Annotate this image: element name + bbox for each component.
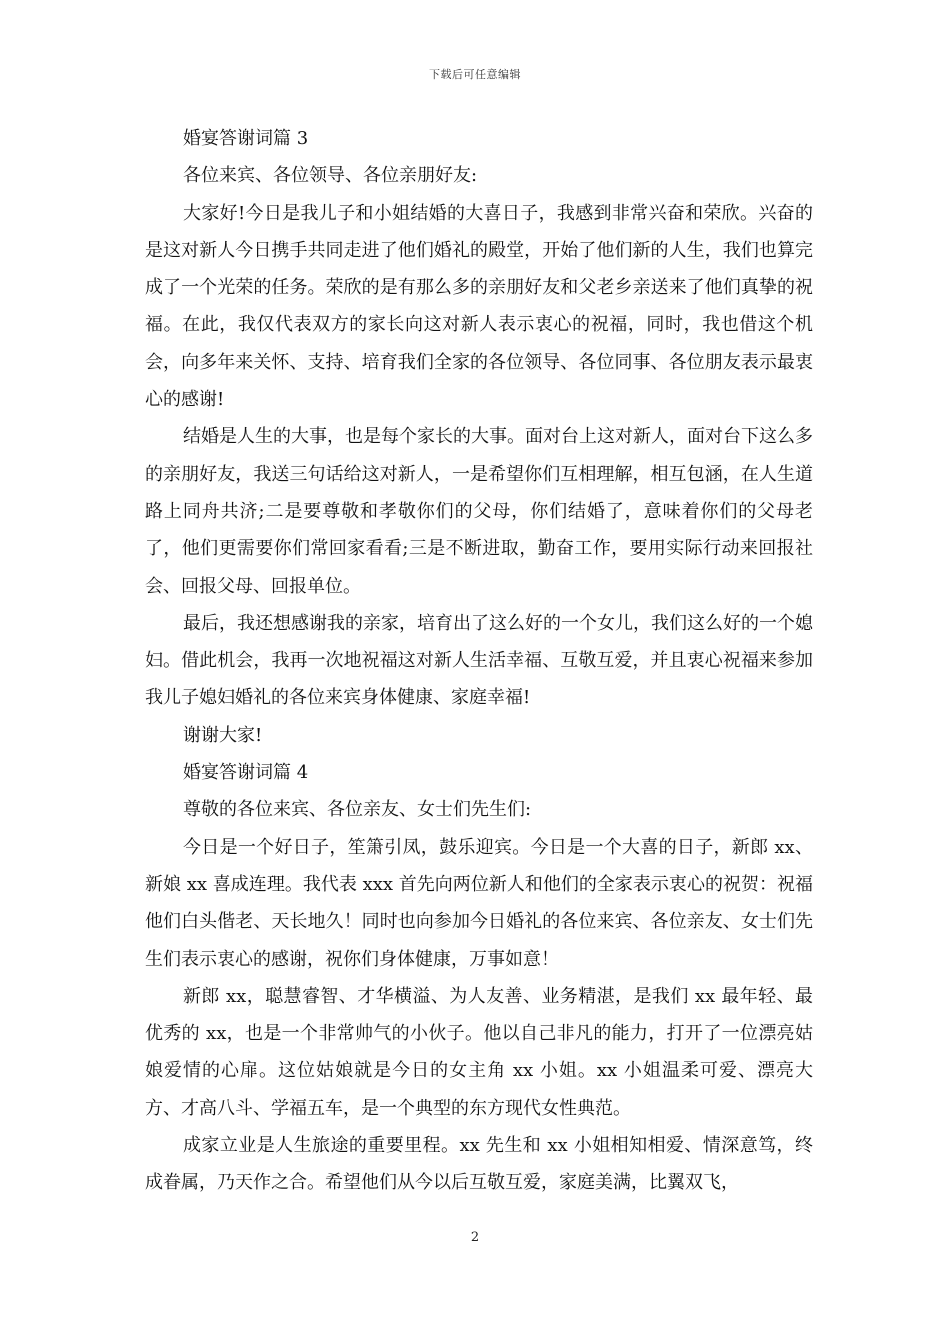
page-number: 2 xyxy=(470,1230,480,1245)
page-header-note: 下载后可任意编辑 xyxy=(429,68,521,81)
body-paragraph: 成家立业是人生旅途的重要里程。xx 先生和 xx 小姐相知相爱、情深意笃，终成眷属，乃天作之合。希望他们从今以后互敬互爱，家庭美满，比翼双飞， xyxy=(145,1135,813,1194)
salutation-paragraph: 尊敬的各位来宾、各位亲友、女士们先生们: xyxy=(183,799,532,821)
body-paragraph: 最后，我还想感谢我的亲家，培育出了这么好的一个女儿，我们这么好的一个媳妇。借此机会，我再一次地祝福这对新人生活幸福、互敬互爱，并且衷心祝福来参加我儿子媳妇婚礼的各位来宾身体健康、家庭幸福! xyxy=(145,612,813,709)
body-paragraph: 结婚是人生的大事，也是每个家长的大事。面对台上这对新人，面对台下这么多的亲朋好友，我送三句话给这对新人，一是希望你们互相理解，相互包涵，在人生道路上同舟共济;二是要尊敬和孝敬你们的父母，你们结婚了，意味着你们的父母老了，他们更需要你们常回家看看;三是不断进取，勤奋工作，要用实际行动来回报社会、回报父母、回报单位。 xyxy=(145,426,813,597)
salutation-paragraph: 各位来宾、各位领导、各位亲朋好友: xyxy=(183,165,478,187)
body-paragraph: 大家好!今日是我儿子和小姐结婚的大喜日子，我感到非常兴奋和荣欣。兴奋的是这对新人今日携手共同走进了他们婚礼的殿堂，开始了他们新的人生，我们也算完成了一个光荣的任务。荣欣的是有那么多的亲朋好友和父老乡亲送来了他们真挚的祝福。在此，我仅代表双方的家长向这对新人表示衷心的祝福，同时，我也借这个机会，向多年来关怀、支持、培育我们全家的各位领导、各位同事、各位朋友表示最衷心的感谢! xyxy=(145,202,813,411)
section-title-4: 婚宴答谢词篇 4 xyxy=(183,762,309,784)
body-paragraph: 今日是一个好日子，笙箫引凤，鼓乐迎宾。今日是一个大喜的日子，新郎 xx、新娘 xx 喜成连理。我代表 xxx 首先向两位新人和他们的全家表示衷心的祝贺：祝福他们白头偕老、天长地久！同时也向参加今日婚礼的各位来宾、各位亲友、女士们先生们表示衷心的感谢，祝你们身体健康，万事如意！ xyxy=(145,836,813,970)
section-title-3: 婚宴答谢词篇 3 xyxy=(183,128,309,149)
closing-paragraph: 谢谢大家! xyxy=(183,724,263,746)
document-body xyxy=(145,120,813,1202)
body-paragraph: 新郎 xx，聪慧睿智、才华横溢、为人友善、业务精湛，是我们 xx 最年轻、最优秀的 xx，也是一个非常帅气的小伙子。他以自己非凡的能力，打开了一位漂亮姑娘爱情的心扉。这位姑娘就是今日的女主角 xx 小姐。xx 小姐温柔可爱、漂亮大方、才高八斗、学福五车，是一个典型的东方现代女性典范。 xyxy=(145,985,813,1119)
